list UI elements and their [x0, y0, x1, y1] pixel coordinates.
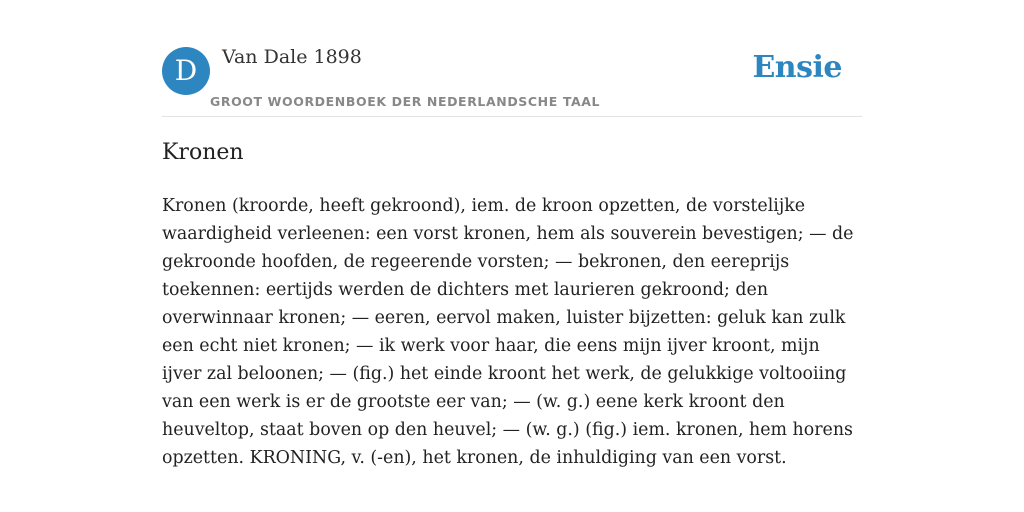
- header: [162, 0, 862, 117]
- page-container: [162, 0, 862, 468]
- entry-definition: Kronen (kroorde, heeft gekroond), iem. de kroon opzetten, de vorstelijke waardigheid verleenen: een vorst kronen, hem als souverein bevestigen; — de gekroonde hoofden, de regeerende vorsten; — bekronen, den eereprijs toekennen: eertijds werden de dichters met laurieren gekroond; den overwinnaar kronen; — eeren, eervol maken, luister bijzetten: geluk kan zulk een echt niet kronen; — ik werk voor haar, die eens mijn ijver kroont, mijn ijver zal beloonen; — (fig.) het einde kroont het werk, de gelukkige voltooiing van een werk is er de grootste eer van; — (w. g.) eene kerk kroont den heuveltop, staat boven op den heuvel; — (w. g.) (fig.) iem. kronen, hem horens opzetten. KRONING, v. (-en), het kronen, de inhuldiging van een vorst.: [162, 196, 854, 468]
- source-logo-icon[interactable]: D: [162, 47, 210, 95]
- source-title[interactable]: Van Dale 1898: [222, 46, 362, 68]
- brand-logo-link[interactable]: Ensie: [752, 50, 842, 85]
- source-subtitle: GROOT WOORDENBOEK DER NEDERLANDSCHE TAAL: [210, 94, 601, 109]
- entry-title: Kronen: [162, 140, 244, 165]
